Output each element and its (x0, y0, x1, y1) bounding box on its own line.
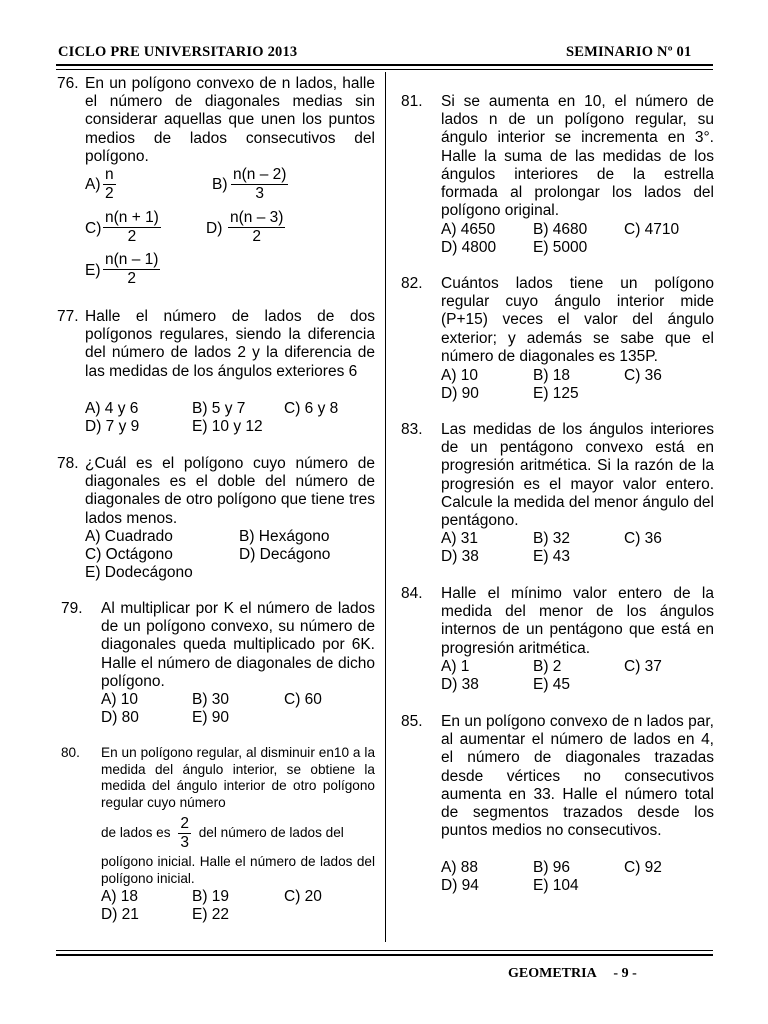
option-b-label: B) (212, 176, 228, 193)
question-number: 80. (61, 745, 80, 760)
question-number: 84. (401, 585, 423, 602)
question-77 (57, 308, 375, 381)
option-a: A) 4 y 6 (85, 400, 139, 417)
page-number: - 9 - (613, 966, 637, 981)
option-c: C) 36 (624, 367, 662, 384)
footer-label (508, 966, 637, 982)
option-e: E) 10 y 12 (192, 418, 263, 435)
fraction-denominator: 3 (255, 185, 265, 202)
footer-rule (56, 954, 713, 956)
question-84 (401, 585, 714, 658)
option-c: C) 92 (624, 859, 662, 876)
option-c: C) 37 (624, 658, 662, 675)
header-course-title: CICLO PRE UNIVERSITARIO 2013 (58, 44, 298, 60)
question-81 (401, 93, 714, 220)
option-e: E) 104 (533, 877, 579, 894)
fraction-numerator: n(n – 2) (233, 166, 287, 183)
option-a: A) 4650 (441, 221, 496, 238)
header-rule (56, 64, 713, 66)
option-c: C) Octágono (85, 546, 173, 563)
question-text: Al multiplicar por K el número de lados de un polígono convexo, su número de diagonales queda multiplicado por 6K. Halle el número de diagonales de dicho polígono. (101, 600, 375, 690)
option-e: E) 22 (192, 906, 230, 923)
text-before-fraction: de lados es (101, 825, 171, 841)
fraction-denominator: 2 (252, 228, 262, 245)
question-number: 78. (57, 455, 79, 472)
option-a: A) 18 (101, 888, 139, 905)
option-e: E) 5000 (533, 239, 588, 256)
question-80 (61, 745, 375, 811)
option-a: A) 10 (101, 691, 139, 708)
header-seminar-label: SEMINARIO Nº 01 (566, 44, 692, 60)
option-b: B) 30 (192, 691, 230, 708)
option-a-label: A) (85, 176, 101, 193)
question-number: 81. (401, 93, 423, 110)
question-text: En un polígono convexo de n lados par, al aumentar el número de lados en 4, el número de diagonales trazadas desde vértices no consecutivos aumenta en 33. Halle el número total de segmentos trazados desde los puntos medios no consecutivos. (441, 713, 714, 840)
option-b: B) 96 (533, 859, 571, 876)
fraction-numerator: n(n – 3) (230, 209, 284, 226)
option-c: C) 36 (624, 530, 662, 547)
fraction-numerator: n(n – 1) (105, 251, 159, 268)
question-number: 83. (401, 421, 423, 438)
option-b: B) Hexágono (239, 528, 330, 545)
text-after-fraction: del número de lados del (198, 825, 344, 841)
question-text: En un polígono regular, al disminuir en10 a la medida del ángulo interior, se obtiene la medida del ángulo interior de otro polígono regular cuyo número (101, 745, 375, 810)
option-e: E) 125 (533, 385, 579, 402)
column-divider (385, 72, 386, 942)
question-76 (57, 75, 375, 166)
option-d: D) 94 (441, 877, 479, 894)
option-d: D) 80 (101, 709, 139, 726)
fraction-numerator: 2 (180, 815, 189, 832)
option-d-label: D) (206, 220, 223, 237)
option-d-fraction (228, 209, 285, 246)
option-d: D) 38 (441, 676, 479, 693)
question-text: En un polígono convexo de n lados, halle el número de diagonales medias sin considerar aquellas que unen los puntos medios de lados consecutivos del polígono. (85, 75, 375, 165)
question-number: 82. (401, 275, 423, 292)
option-c: C) 6 y 8 (284, 400, 339, 417)
question-79 (61, 600, 375, 691)
option-a: A) 31 (441, 530, 479, 547)
question-85 (401, 713, 714, 840)
footer-subject: GEOMETRIA (508, 966, 596, 981)
option-b: B) 19 (192, 888, 230, 905)
option-e: E) 45 (533, 676, 571, 693)
option-d: D) Decágono (239, 546, 331, 563)
option-d: D) 38 (441, 548, 479, 565)
question-80-fraction-line (101, 815, 375, 852)
question-83 (401, 421, 714, 530)
option-b: B) 4680 (533, 221, 588, 238)
option-a: A) 88 (441, 859, 479, 876)
option-e: E) 90 (192, 709, 230, 726)
option-d: D) 7 y 9 (85, 418, 140, 435)
option-c-label: C) (85, 220, 102, 237)
fraction-numerator: n(n + 1) (105, 209, 159, 226)
question-number: 76. (57, 75, 79, 92)
option-e: E) Dodecágono (85, 564, 193, 581)
option-b: B) 32 (533, 530, 571, 547)
option-c: C) 4710 (624, 221, 680, 238)
footer-rule-thin (56, 950, 713, 951)
question-text: Cuántos lados tiene un polígono regular cuyo ángulo interior mide (P+15) veces el valor del ángulo exterior; y además se sabe que el número de diagonales es 135P. (441, 275, 714, 365)
fraction-two-thirds (178, 815, 191, 852)
option-d: D) 90 (441, 385, 479, 402)
option-e-fraction (103, 251, 160, 288)
header-rule-thin (56, 69, 713, 70)
question-82 (401, 275, 714, 366)
option-a: A) Cuadrado (85, 528, 173, 545)
option-e-label: E) (85, 262, 101, 279)
question-number: 79. (61, 600, 83, 617)
question-text: Las medidas de los ángulos interiores de un pentágono convexo está en progresión aritmética. Si la razón de la progresión es el mayor valor entero. Calcule la medida del menor ángulo del pentágono. (441, 421, 714, 530)
option-d: D) 21 (101, 906, 139, 923)
option-c-fraction (103, 209, 161, 246)
option-b: B) 5 y 7 (192, 400, 246, 417)
question-text: Halle el mínimo valor entero de la medida del menor de los ángulos internos de un pentágono que está en progresión aritmética. (441, 585, 714, 657)
fraction-denominator: 2 (105, 185, 114, 202)
option-b-fraction (231, 166, 288, 203)
option-d: D) 4800 (441, 239, 497, 256)
option-c: C) 60 (284, 691, 322, 708)
question-number: 85. (401, 713, 423, 730)
option-a: A) 10 (441, 367, 479, 384)
fraction-numerator: n (105, 166, 114, 183)
question-text: polígono inicial. Halle el número de lados del polígono inicial. (101, 854, 375, 886)
fraction-denominator: 3 (180, 834, 189, 851)
question-text: Halle el número de lados de dos polígonos regulares, siendo la diferencia del número de lados 2 y la diferencia de las medidas de los ángulos exteriores 6 (85, 308, 375, 380)
question-text: Si se aumenta en 10, el número de lados n de un polígono regular, su ángulo interior se incrementa en 3°. Halle la suma de las medidas de los ángulos interiores de la estrella formada al prolongar los lados del polígono original. (441, 93, 714, 220)
option-a-fraction (103, 166, 116, 203)
option-a: A) 1 (441, 658, 470, 675)
fraction-denominator: 2 (127, 228, 137, 245)
option-b: B) 2 (533, 658, 562, 675)
question-text: ¿Cuál es el polígono cuyo número de diagonales es el doble del número de diagonales de otro polígono que tiene tres lados menos. (85, 455, 375, 527)
option-c: C) 20 (284, 888, 322, 905)
option-b: B) 18 (533, 367, 571, 384)
option-e: E) 43 (533, 548, 571, 565)
question-80-continuation (101, 854, 375, 887)
question-number: 77. (57, 308, 79, 325)
fraction-denominator: 2 (127, 270, 137, 287)
question-78 (57, 455, 375, 528)
